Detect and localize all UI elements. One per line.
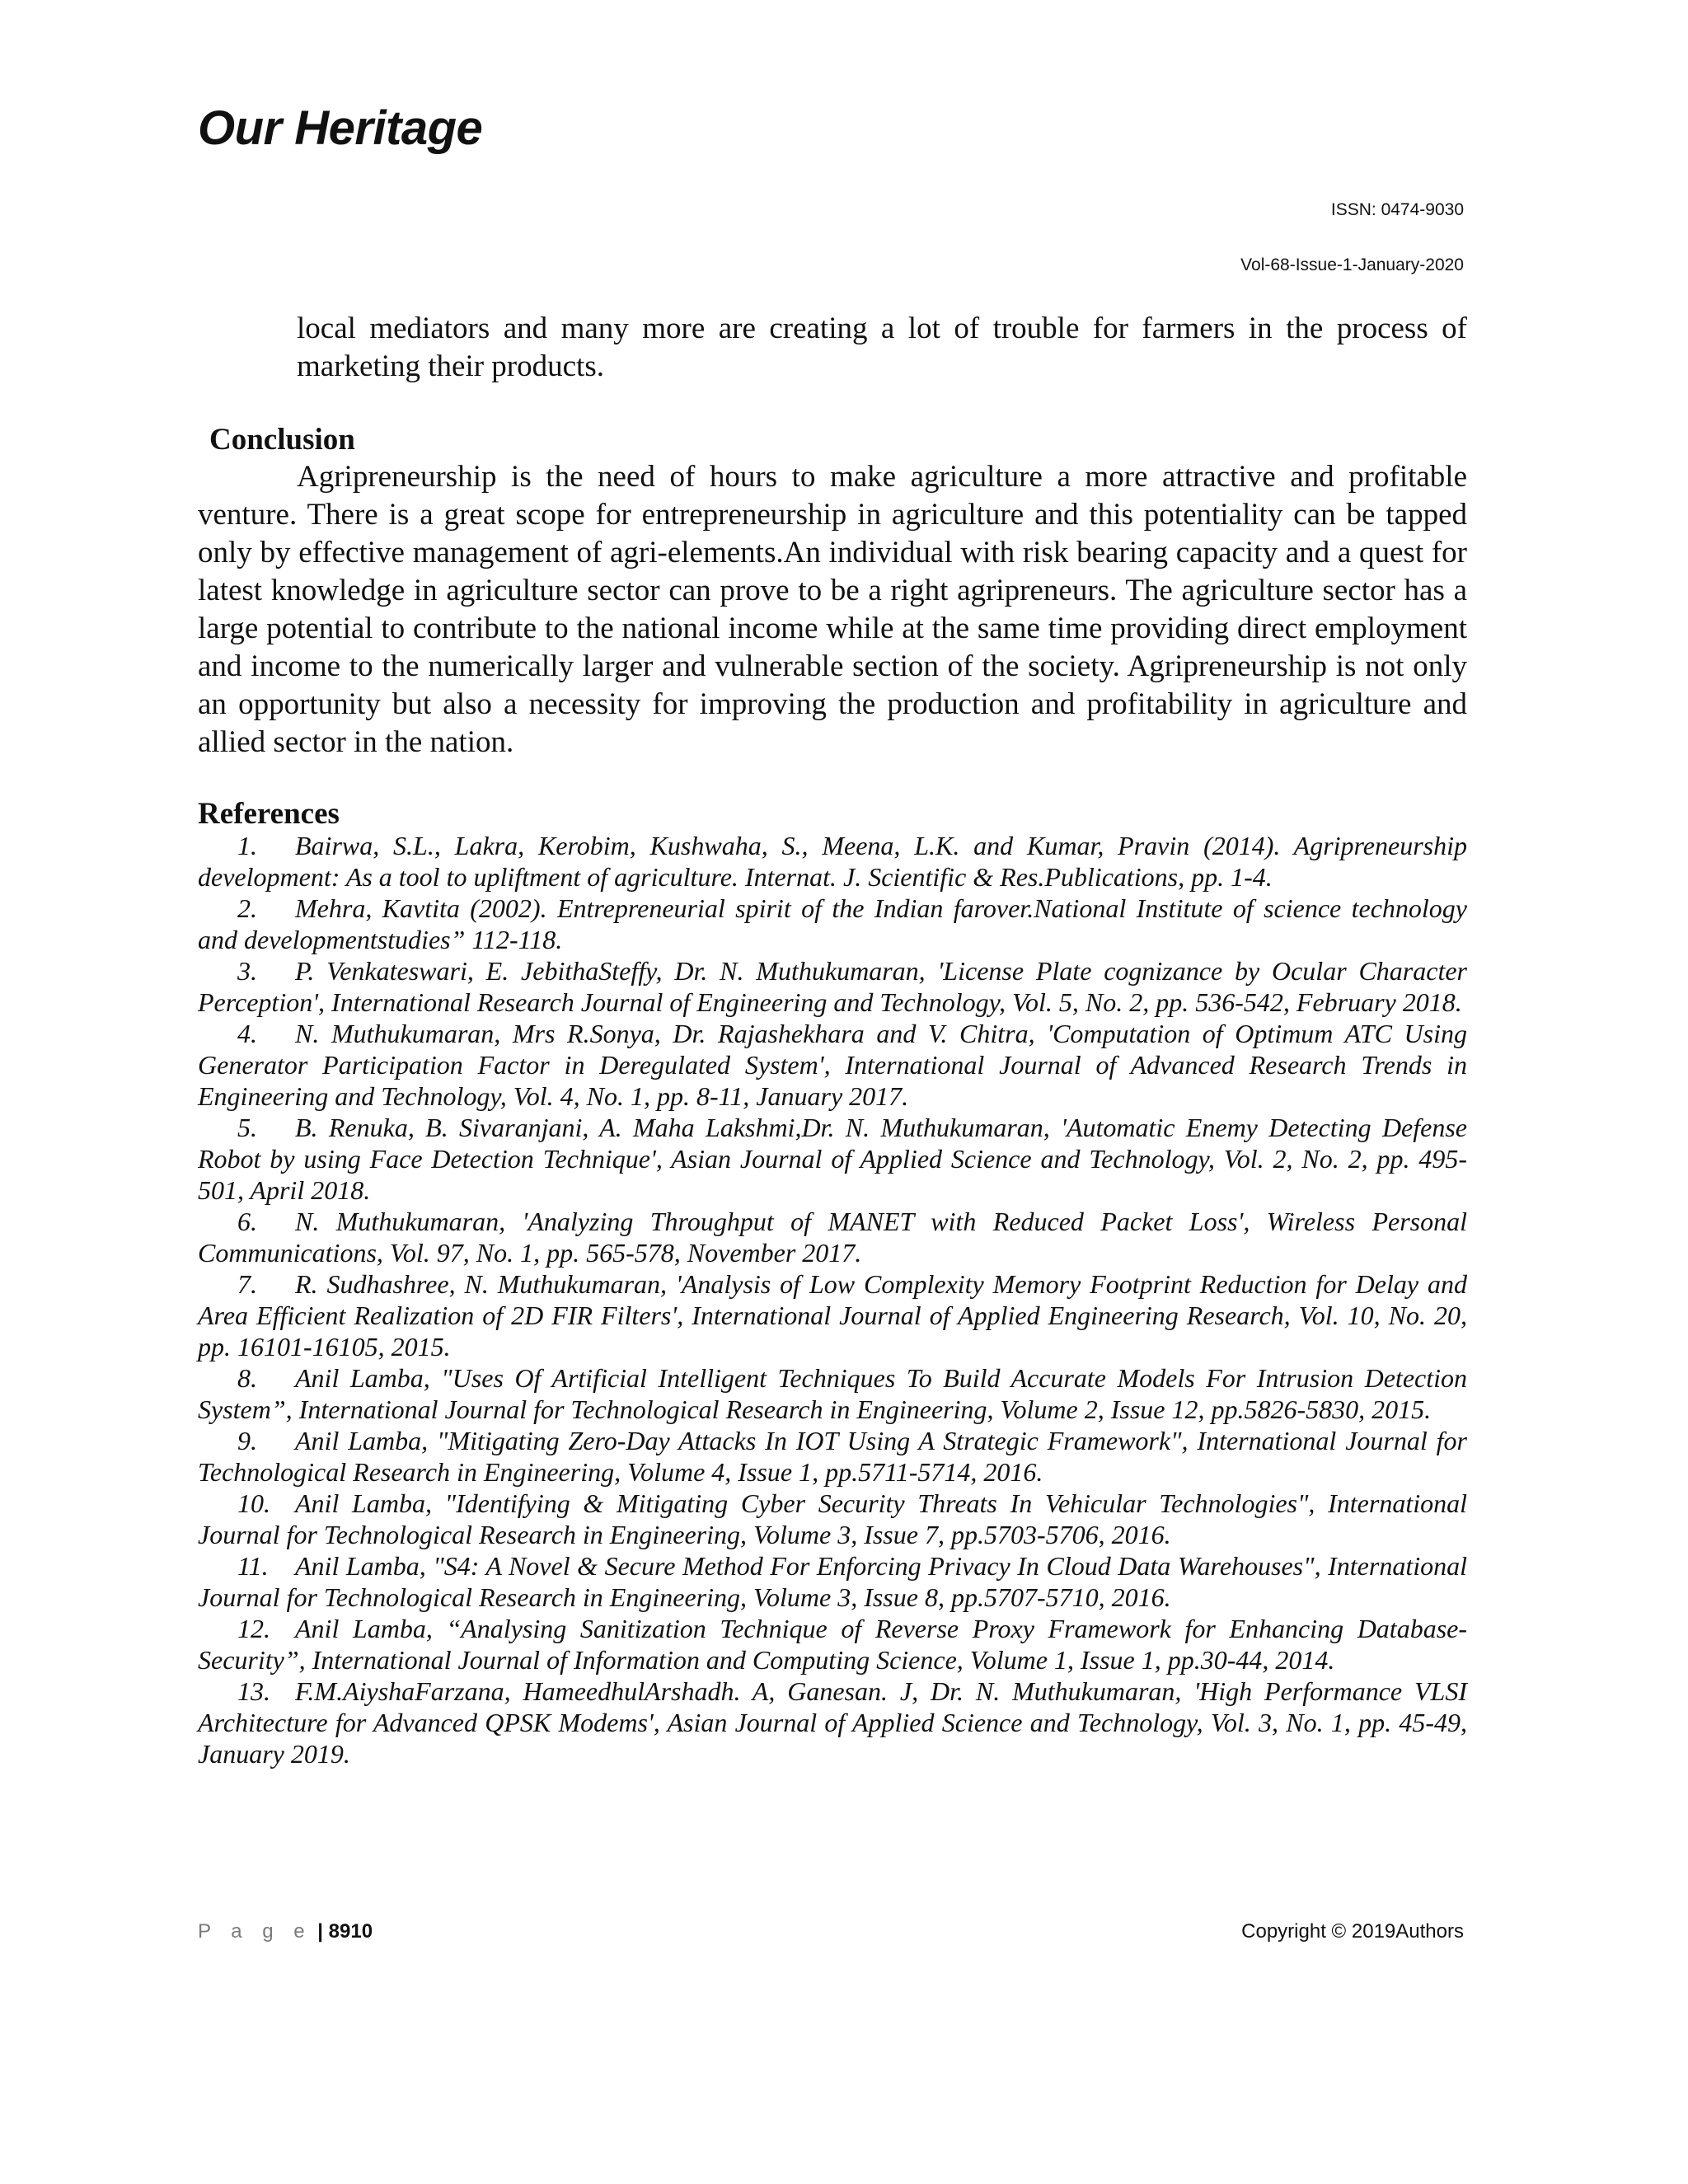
issn: ISSN: 0474-9030 <box>1330 200 1464 219</box>
reference-item <box>198 1268 1467 1362</box>
reference-number: 3. <box>237 956 257 986</box>
reference-number: 7. <box>237 1269 257 1299</box>
reference-number: 13. <box>237 1676 270 1706</box>
reference-number: 1. <box>237 831 257 860</box>
reference-item <box>198 1550 1467 1613</box>
page-footer-left <box>198 1920 373 1943</box>
reference-text: Mehra, Kavtita (2002). Entrepreneurial spirit of the Indian farover.National Institute of science technology and developmentstudies” 112-118. <box>198 893 1467 954</box>
reference-item <box>198 830 1467 893</box>
reference-text: Anil Lamba, "Identifying & Mitigating Cyber Security Threats In Vehicular Technologies", International Journal for Technological Research in Engineering, Volume 3, Issue 7, pp.5703-5706, 2016. <box>198 1488 1467 1549</box>
reference-text: Anil Lamba, "Mitigating Zero-Day Attacks In IOT Using A Strategic Framework", International Journal for Technological Research in Engineering, Volume 4, Issue 1, pp.5711-5714, 2016. <box>198 1426 1467 1487</box>
reference-item <box>198 1112 1467 1206</box>
reference-text: N. Muthukumaran, 'Analyzing Throughput of MANET with Reduced Packet Loss', Wireless Personal Communications, Vol. 97, No. 1, pp. 565-578, November 2017. <box>198 1207 1467 1268</box>
page-label: P a g e <box>198 1920 312 1943</box>
reference-text: Bairwa, S.L., Lakra, Kerobim, Kushwaha, S., Meena, L.K. and Kumar, Pravin (2014). Agripreneurship development: As a tool to upliftment of agriculture. Internat. J. Scientific & Res.Publications, pp. 1-4. <box>198 831 1467 892</box>
reference-number: 12. <box>237 1614 270 1643</box>
page-number: | 8910 <box>317 1920 373 1943</box>
reference-number: 9. <box>237 1426 257 1455</box>
reference-number: 8. <box>237 1363 257 1393</box>
reference-item <box>198 1018 1467 1112</box>
reference-item <box>198 1206 1467 1268</box>
reference-number: 6. <box>237 1207 257 1236</box>
reference-item <box>198 955 1467 1018</box>
lead-paragraph: local mediators and many more are creating a lot of trouble for farmers in the process of marketing their products. <box>297 312 1467 383</box>
reference-number: 2. <box>237 893 257 923</box>
conclusion-paragraph: Agripreneurship is the need of hours to make agriculture a more attractive and profitable venture. There is a great scope for entrepreneurship in agriculture and this potentiality can be tapped only by effective management of agri-elements.An individual with risk bearing capacity and a quest for latest knowledge in agriculture sector can prove to be a right agripreneurs. The agriculture sector has a large potential to contribute to the national income while at the same time providing direct employment and income to the numerically larger and vulnerable section of the society. Agripreneurship is not only an opportunity but also a necessity for improving the production and profitability in agriculture and allied sector in the nation. <box>198 460 1467 759</box>
reference-item <box>198 1675 1467 1769</box>
reference-text: P. Venkateswari, E. JebithaSteffy, Dr. N. Muthukumaran, 'License Plate cognizance by Ocular Character Perception', International Research Journal of Engineering and Technology, Vol. 5, No. 2, pp. 536-542, February 2018. <box>198 956 1467 1017</box>
references-heading: References <box>198 797 340 831</box>
reference-number: 11. <box>237 1551 269 1581</box>
reference-item <box>198 1425 1467 1488</box>
reference-item <box>198 1488 1467 1550</box>
reference-text: B. Renuka, B. Sivaranjani, A. Maha Lakshmi,Dr. N. Muthukumaran, 'Automatic Enemy Detecting Defense Robot by using Face Detection Technique', Asian Journal of Applied Science and Technology, Vol. 2, No. 2, pp. 495-501, April 2018. <box>198 1113 1467 1205</box>
reference-number: 4. <box>237 1019 257 1048</box>
reference-text: R. Sudhashree, N. Muthukumaran, 'Analysis of Low Complexity Memory Footprint Reduction for Delay and Area Efficient Realization of 2D FIR Filters', International Journal of Applied Engineering Research, Vol. 10, No. 20, pp. 16101-16105, 2015. <box>198 1269 1467 1361</box>
reference-text: Anil Lamba, "S4: A Novel & Secure Method For Enforcing Privacy In Cloud Data Warehouses", International Journal for Technological Research in Engineering, Volume 3, Issue 8, pp.5707-5710, 2016. <box>198 1551 1467 1612</box>
reference-text: Anil Lamba, “Analysing Sanitization Technique of Reverse Proxy Framework for Enhancing Database-Security”, International Journal of Information and Computing Science, Volume 1, Issue 1, pp.30-44, 2014. <box>198 1614 1467 1675</box>
reference-list <box>198 830 1467 1769</box>
reference-number: 5. <box>237 1113 257 1142</box>
reference-item <box>198 1362 1467 1425</box>
journal-title: Our Heritage <box>198 101 483 155</box>
reference-text: N. Muthukumaran, Mrs R.Sonya, Dr. Rajashekhara and V. Chitra, 'Computation of Optimum ATC Using Generator Participation Factor in Deregulated System', International Journal of Advanced Research Trends in Engineering and Technology, Vol. 4, No. 1, pp. 8-11, January 2017. <box>198 1019 1467 1111</box>
reference-text: Anil Lamba, "Uses Of Artificial Intelligent Techniques To Build Accurate Models For Intrusion Detection System”, International Journal for Technological Research in Engineering, Volume 2, Issue 12, pp.5826-5830, 2015. <box>198 1363 1467 1424</box>
reference-number: 10. <box>237 1488 270 1518</box>
reference-item <box>198 1613 1467 1675</box>
reference-item <box>198 893 1467 955</box>
conclusion-heading: Conclusion <box>209 423 355 457</box>
copyright-notice: Copyright © 2019Authors <box>1241 1920 1464 1943</box>
volume-issue: Vol-68-Issue-1-January-2020 <box>1240 255 1464 274</box>
reference-text: F.M.AiyshaFarzana, HameedhulArshadh. A, Ganesan. J, Dr. N. Muthukumaran, 'High Performance VLSI Architecture for Advanced QPSK Modems', Asian Journal of Applied Science and Technology, Vol. 3, No. 1, pp. 45-49, January 2019. <box>198 1676 1467 1769</box>
